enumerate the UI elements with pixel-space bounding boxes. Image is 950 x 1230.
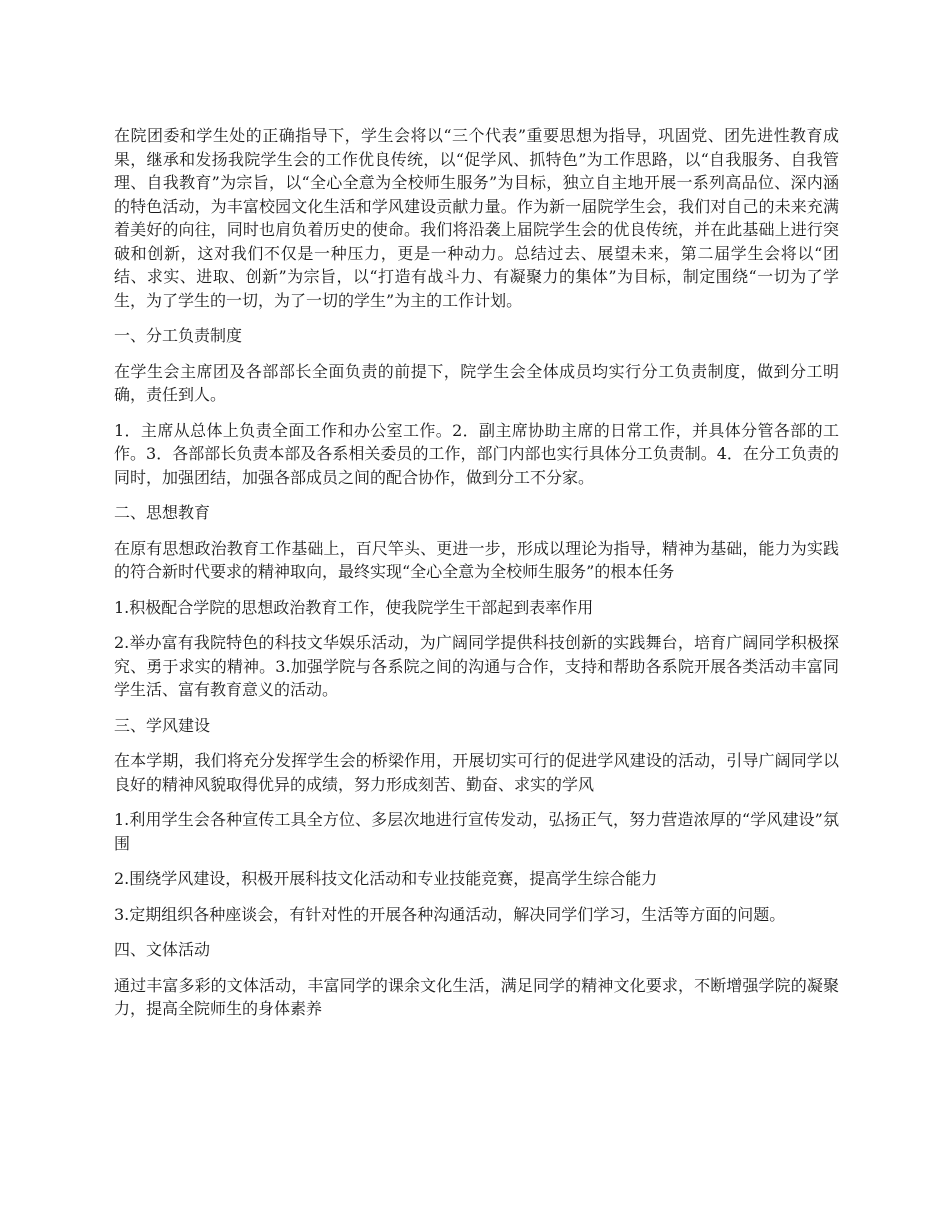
paragraph-division-of-labor: 在学生会主席团及各部部长全面负责的前提下，院学生会全体成员均实行分工负责制度，做到分工明确，责任到人。 — [114, 361, 839, 404]
paragraph-study-style-item-1: 1.利用学生会各种宣传工具全方位、多层次地进行宣传发动，弘扬正气，努力营造浓厚的“学风建设”氛围 — [114, 810, 839, 853]
paragraph-study-style: 在本学期，我们将充分发挥学生会的桥梁作用，开展切实可行的促进学风建设的活动，引导广阔同学以良好的精神风貌取得优异的成绩，努力形成刻苦、勤奋、求实的学风 — [114, 751, 839, 794]
paragraph-cultural-sports: 通过丰富多彩的文体活动，丰富同学的课余文化生活，满足同学的精神文化要求，不断增强学院的凝聚力，提高全院师生的身体素养 — [114, 975, 839, 1018]
section-heading-division-of-labor: 一、分工负责制度 — [114, 326, 243, 345]
section-heading-study-style: 三、学风建设 — [114, 715, 211, 735]
section-heading-cultural-sports: 四、文体活动 — [114, 940, 211, 959]
paragraph-ideological-items-2-3: 2.举办富有我院特色的科技文华娱乐活动，为广阔同学提供科技创新的实践舞台，培育广阔同学积极探究、勇于求实的精神。3.加强学院与各系院之间的沟通与合作，支持和帮助各系院开展各类活动丰富同学生活、富有教育意义的活动。 — [114, 633, 839, 699]
section-heading-ideological-education: 二、思想教育 — [114, 503, 211, 522]
paragraph-study-style-item-3: 3.定期组织各种座谈会，有针对性的开展各种沟通活动，解决同学们学习，生活等方面的问题。 — [114, 904, 786, 924]
document-body — [114, 124, 839, 1033]
intro-paragraph: 在院团委和学生处的正确指导下，学生会将以“三个代表”重要思想为指导，巩固党、团先进性教育成果，继承和发扬我院学生会的工作优良传统，以“促学风、抓特色”为工作思路，以“自我服务、自我管理、自我教育”为宗旨，以“全心全意为全校师生服务”为目标，独立自主地开展一系列高品位、深内涵的特色活动，为丰富校园文化生活和学风建设贡献力量。作为新一届院学生会，我们对自己的未来充满着美好的向往，同时也肩负着历史的使命。我们将沿袭上届院学生会的优良传统，并在此基础上进行突破和创新，这对我们不仅是一种压力，更是一种动力。总结过去、展望未来，第二届学生会将以“团结、求实、进取、创新”为宗旨，以“打造有战斗力、有凝聚力的集体”为目标，制定围绕“一切为了学生，为了学生的一切，为了一切的学生”为主的工作计划。 — [114, 126, 839, 310]
paragraph-study-style-item-2: 2.围绕学风建设，积极开展科技文化活动和专业技能竞赛，提高学生综合能力 — [114, 869, 658, 888]
paragraph-ideological-education: 在原有思想政治教育工作基础上，百尺竿头、更进一步，形成以理论为指导，精神为基础，能力为实践的符合新时代要求的精神取向，最终实现“全心全意为全校师生服务”的根本任务 — [114, 538, 839, 581]
paragraph-division-of-labor-items: 1．主席从总体上负责全面工作和办公室工作。2．副主席协助主席的日常工作，并具体分管各部的工作。3．各部部长负责本部及各系相关委员的工作，部门内部也实行具体分工负责制。4．在分工负责的同时，加强团结，加强各部成员之间的配合协作，做到分工不分家。 — [114, 420, 839, 487]
paragraph-ideological-item-1: 1.积极配合学院的思想政治教育工作，使我院学生干部起到表率作用 — [114, 597, 594, 617]
